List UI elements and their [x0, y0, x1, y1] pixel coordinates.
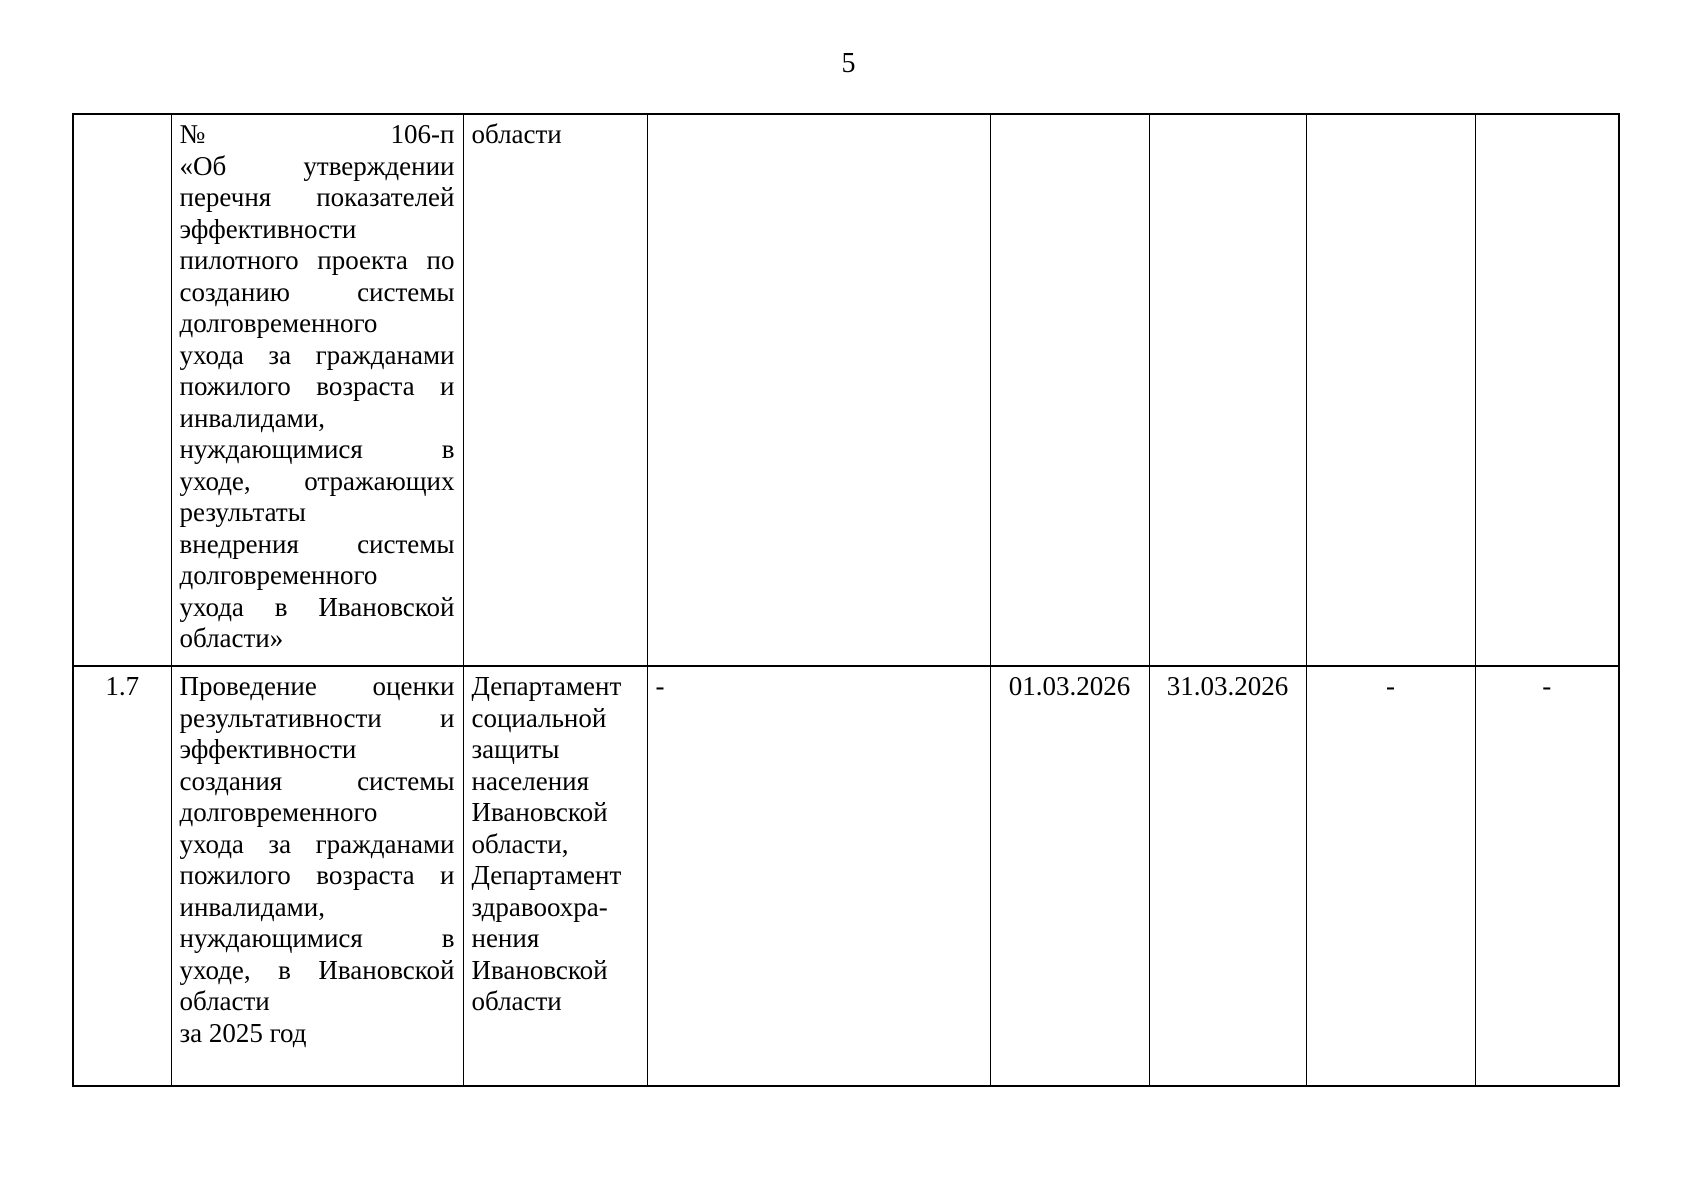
executor-cell: области	[463, 114, 647, 666]
row-number-cell	[73, 114, 171, 666]
activities-table	[72, 113, 1620, 1087]
table-row-continuation	[73, 114, 1619, 666]
task-cell: Проведение оценки результативности и эффективности создания системы долговременного ухода за гражданами пожилого возраста и инвалидами, нуждающимися в уходе, в Ивановской области за 2025 год	[171, 666, 463, 1086]
col8-cell: -	[1475, 666, 1619, 1086]
col7-cell	[1306, 114, 1475, 666]
table-row-1-7	[73, 666, 1619, 1086]
start-date-cell: 01.03.2026	[990, 666, 1149, 1086]
executor-cell: Департамент социальной защиты населения Ивановской области, Департамент здравоохра- нения Ивановской области	[463, 666, 647, 1086]
task-cell: № 106-п «Об утверждении перечня показателей эффективности пилотного проекта по созданию системы долговременного ухода за гражданами пожилого возраста и инвалидами, нуждающимися в уходе, отражающих результаты внедрения системы долговременного ухода в Ивановской области»	[171, 114, 463, 666]
result-cell	[647, 114, 990, 666]
row-number-cell: 1.7	[73, 666, 171, 1086]
end-date-cell: 31.03.2026	[1149, 666, 1306, 1086]
col7-cell: -	[1306, 666, 1475, 1086]
start-date-cell	[990, 114, 1149, 666]
end-date-cell	[1149, 114, 1306, 666]
col8-cell	[1475, 114, 1619, 666]
page-number: 5	[841, 48, 856, 79]
result-cell: -	[647, 666, 990, 1086]
